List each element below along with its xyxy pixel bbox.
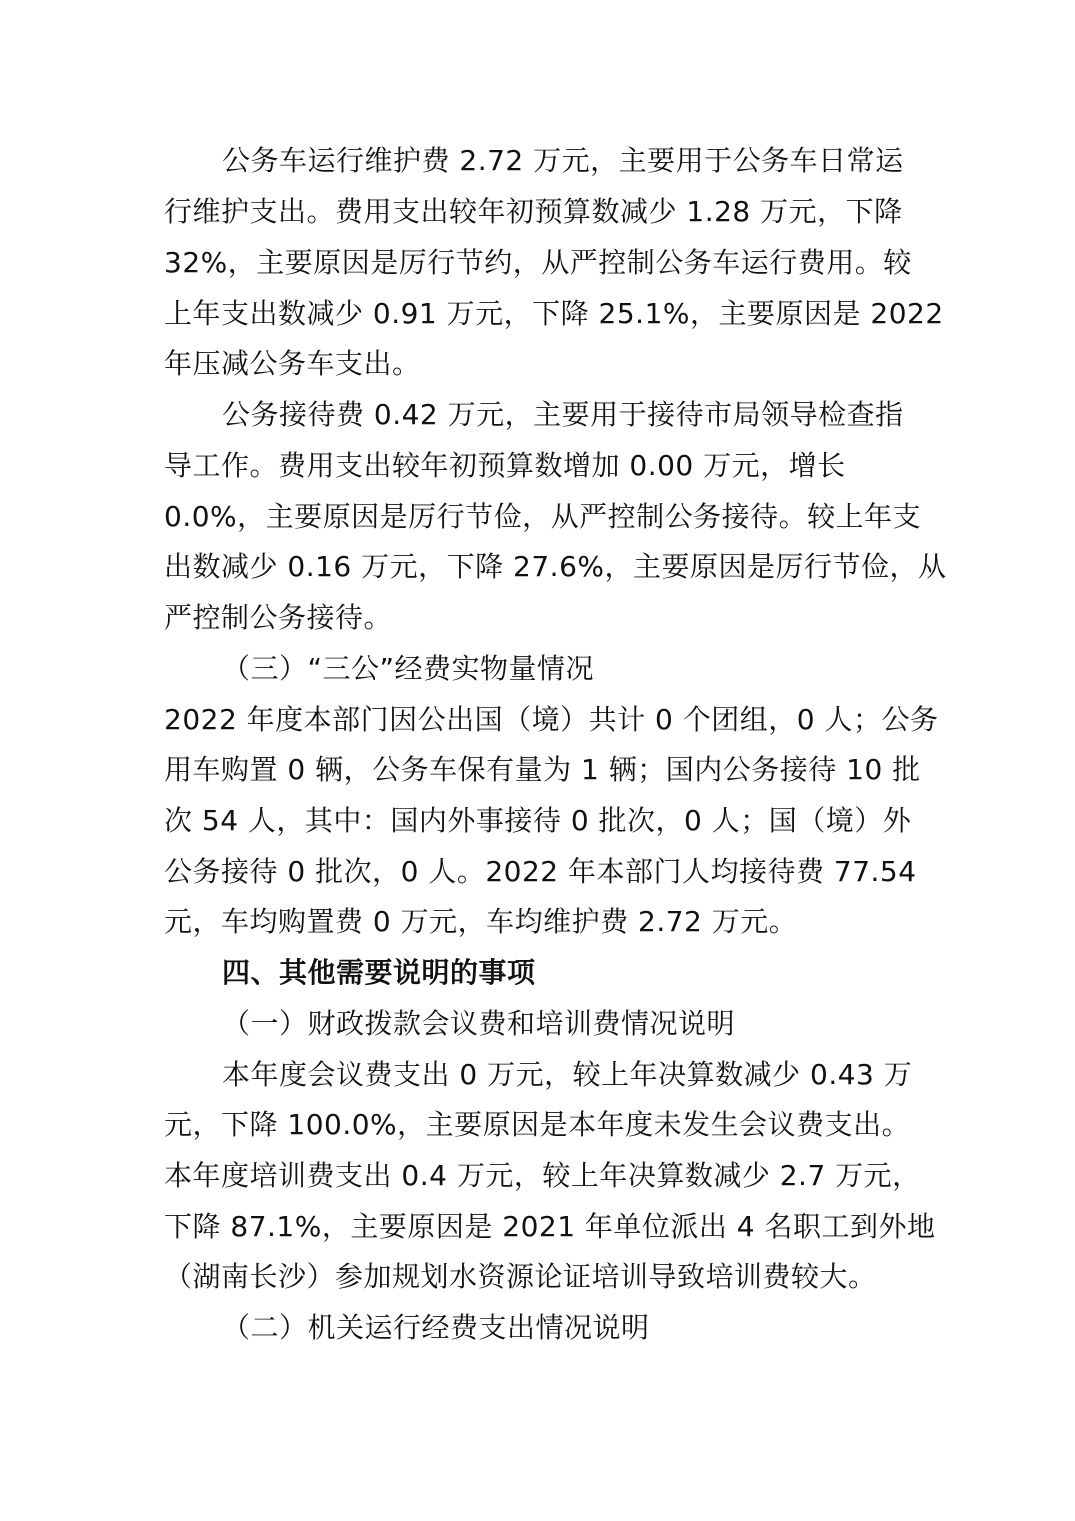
paragraph-physical-quantity-line-1: 2022 年度本部门因公出国（境）共计 0 个团组，0 人；公务 bbox=[164, 703, 939, 736]
paragraph-reception-line-2: 导工作。费用支出较年初预算数增加 0.00 万元，增长 bbox=[164, 449, 846, 482]
paragraph-physical-quantity-line-4: 公务接待 0 批次，0 人。2022 年本部门人均接待费 77.54 bbox=[164, 855, 917, 888]
paragraph-reception-line-5: 严控制公务接待。 bbox=[164, 601, 393, 634]
paragraph-meeting-training-line-3: 本年度培训费支出 0.4 万元，较上年决算数减少 2.7 万元， bbox=[164, 1159, 921, 1192]
section-heading-operating-expenses: （二）机关运行经费支出情况说明 bbox=[222, 1311, 650, 1344]
paragraph-physical-quantity-line-2: 用车购置 0 辆，公务车保有量为 1 辆；国内公务接待 10 批 bbox=[164, 753, 921, 786]
paragraph-vehicle-maintenance-line-3: 32%，主要原因是厉行节约，从严控制公务车运行费用。较 bbox=[164, 246, 912, 279]
section-heading-other-matters: 四、其他需要说明的事项 bbox=[222, 956, 536, 989]
section-heading-physical-quantity: （三）“三公”经费实物量情况 bbox=[222, 652, 595, 685]
paragraph-physical-quantity-line-3: 次 54 人，其中：国内外事接待 0 批次，0 人；国（境）外 bbox=[164, 804, 912, 837]
paragraph-physical-quantity-line-5: 元，车均购置费 0 万元，车均维护费 2.72 万元。 bbox=[164, 905, 798, 938]
paragraph-reception-line-1: 公务接待费 0.42 万元，主要用于接待市局领导检查指 bbox=[222, 398, 904, 431]
paragraph-meeting-training-line-1: 本年度会议费支出 0 万元，较上年决算数减少 0.43 万 bbox=[222, 1058, 913, 1091]
paragraph-meeting-training-line-5: （湖南长沙）参加规划水资源论证培训导致培训费较大。 bbox=[164, 1260, 877, 1293]
paragraph-reception-line-3: 0.0%，主要原因是厉行节俭，从严控制公务接待。较上年支 bbox=[164, 500, 922, 533]
paragraph-vehicle-maintenance-line-4: 上年支出数减少 0.91 万元，下降 25.1%，主要原因是 2022 bbox=[164, 297, 944, 330]
paragraph-meeting-training-line-2: 元，下降 100.0%，主要原因是本年度未发生会议费支出。 bbox=[164, 1108, 911, 1141]
section-heading-meeting-training: （一）财政拨款会议费和培训费情况说明 bbox=[222, 1007, 736, 1040]
paragraph-vehicle-maintenance-line-2: 行维护支出。费用支出较年初预算数减少 1.28 万元，下降 bbox=[164, 195, 903, 228]
paragraph-meeting-training-line-4: 下降 87.1%，主要原因是 2021 年单位派出 4 名职工到外地 bbox=[164, 1210, 936, 1243]
paragraph-reception-line-4: 出数减少 0.16 万元，下降 27.6%，主要原因是厉行节俭，从 bbox=[164, 550, 947, 583]
paragraph-vehicle-maintenance-line-1: 公务车运行维护费 2.72 万元，主要用于公务车日常运 bbox=[222, 144, 904, 177]
paragraph-vehicle-maintenance-line-5: 年压减公务车支出。 bbox=[164, 347, 421, 380]
